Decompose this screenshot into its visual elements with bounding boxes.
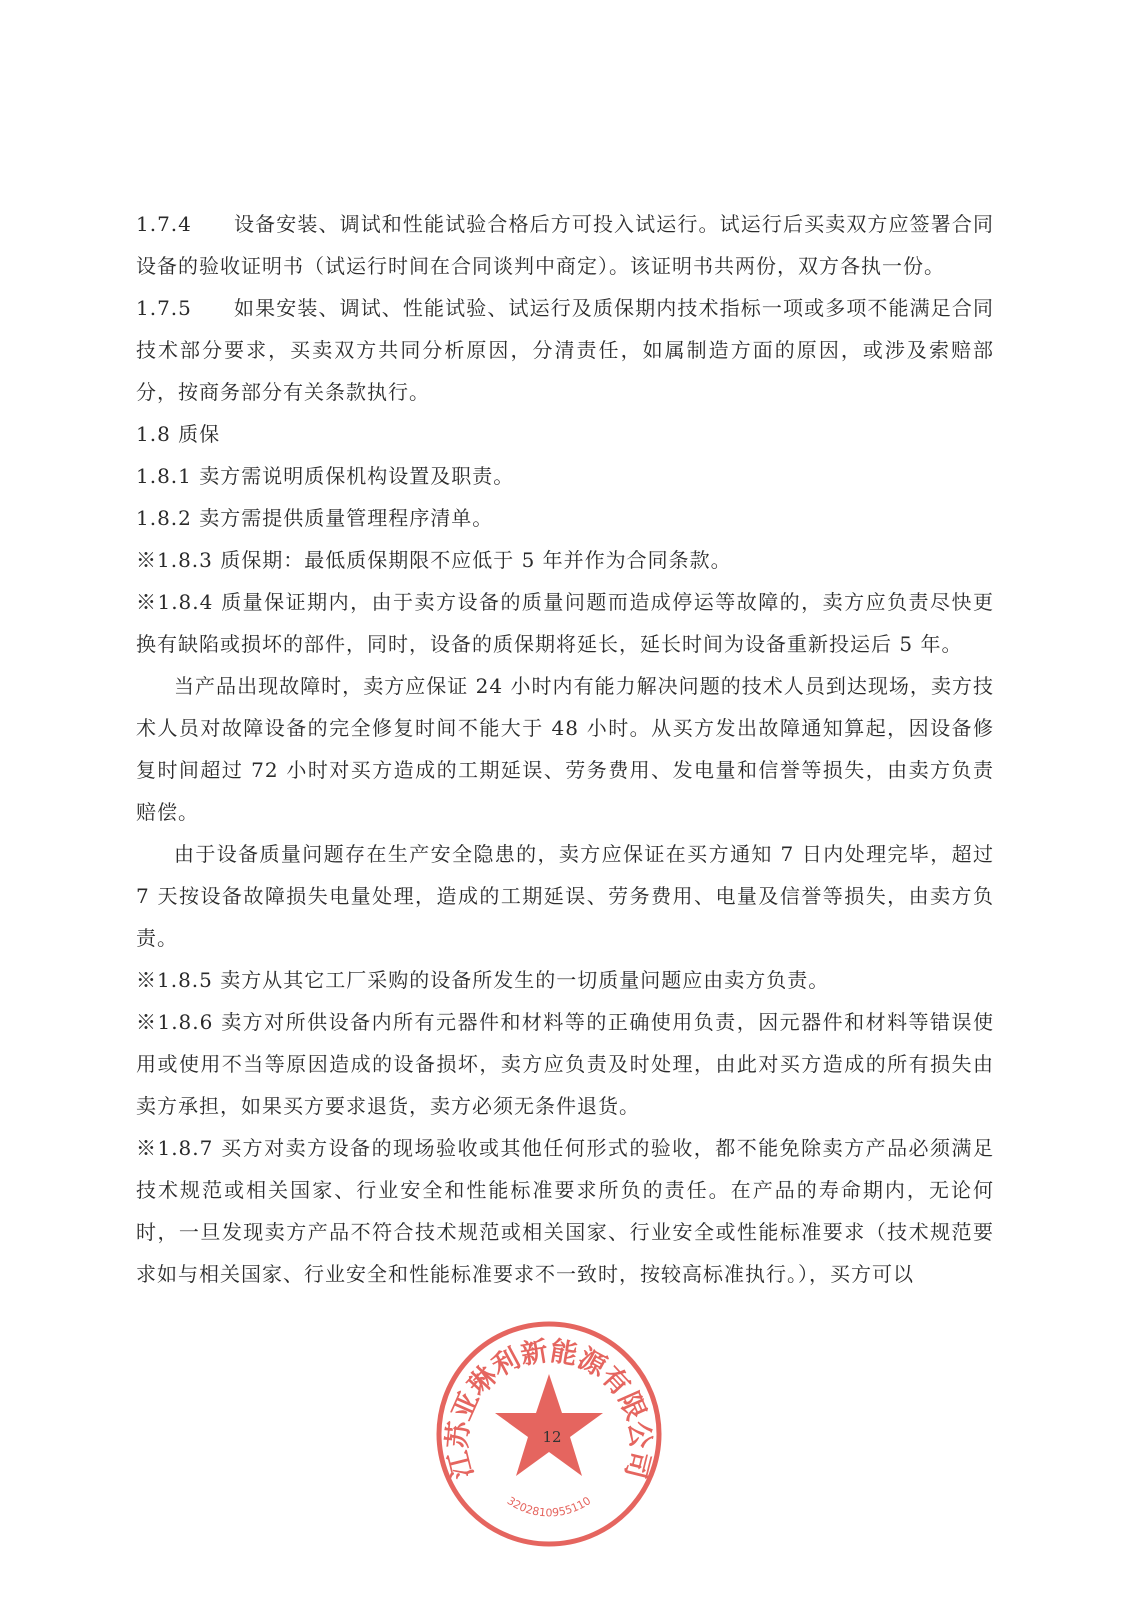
paragraph-1-8-7: ※1.8.7 买方对卖方设备的现场验收或其他任何形式的验收，都不能免除卖方产品必须满足技术规范或相关国家、行业安全和性能标准要求所负的责任。在产品的寿命期内，无论何时，一旦发现卖方产品不符合技术规范或相关国家、行业安全或性能标准要求（技术规范要求如与相关国家、行业安全和性能标准要求不一致时，按较高标准执行。），买方可以	[136, 1136, 994, 1286]
seal-text: 江苏亚琳利新能源有限公司	[442, 1335, 656, 1482]
paragraph-1-8-2: 1.8.2 卖方需提供质量管理程序清单。	[136, 506, 494, 530]
clause-number: 1.7.4	[136, 212, 192, 236]
paragraph-fault-response: 当产品出现故障时，卖方应保证 24 小时内有能力解决问题的技术人员到达现场，卖方技术人员对故障设备的完全修复时间不能大于 48 小时。从买方发出故障通知算起，因设备修复时间超过 72 小时对买方造成的工期延误、劳务费用、发电量和信誉等损失，由卖方负责赔偿。	[136, 674, 994, 824]
section-heading-1-8: 1.8 质保	[136, 422, 221, 446]
paragraph-1-8-6: ※1.8.6 卖方对所供设备内所有元器件和材料等的正确使用负责，因元器件和材料等错误使用或使用不当等原因造成的设备损坏，卖方应负责及时处理，由此对买方造成的所有损失由卖方承担，如果买方要求退货，卖方必须无条件退货。	[136, 1010, 994, 1118]
paragraph-1-8-1: 1.8.1 卖方需说明质保机构设置及职责。	[136, 464, 515, 488]
paragraph-1-8-4: ※1.8.4 质量保证期内，由于卖方设备的质量问题而造成停运等故障的，卖方应负责尽快更换有缺陷或损坏的部件，同时，设备的质保期将延长，延长时间为设备重新投运后 5 年。	[136, 590, 994, 656]
page-number: 12	[542, 1428, 562, 1446]
paragraph-1-7-5	[136, 287, 994, 413]
body-text	[136, 203, 994, 1295]
clause-text: 设备安装、调试和性能试验合格后方可投入试运行。试运行后买卖双方应签署合同设备的验收证明书（试运行时间在合同谈判中商定）。该证明书共两份，双方各执一份。	[136, 212, 994, 278]
paragraph-safety-hazard: 由于设备质量问题存在生产安全隐患的，卖方应保证在买方通知 7 日内处理完毕，超过 7 天按设备故障损失电量处理，造成的工期延误、劳务费用、电量及信誉等损失，由卖方负责。	[136, 842, 994, 950]
paragraph-1-8-5: ※1.8.5 卖方从其它工厂采购的设备所发生的一切质量问题应由卖方负责。	[136, 968, 830, 992]
paragraph-1-8-3: ※1.8.3 质保期：最低质保期限不应低于 5 年并作为合同条款。	[136, 548, 732, 572]
star-icon	[495, 1374, 603, 1476]
seal-code: 3202810955110	[504, 1494, 594, 1520]
clause-number: 1.7.5	[136, 296, 192, 320]
paragraph-1-7-4	[136, 203, 994, 287]
clause-text: 如果安装、调试、性能试验、试运行及质保期内技术指标一项或多项不能满足合同技术部分要求，买卖双方共同分析原因，分清责任，如属制造方面的原因，或涉及索赔部分，按商务部分有关条款执行。	[136, 296, 994, 404]
